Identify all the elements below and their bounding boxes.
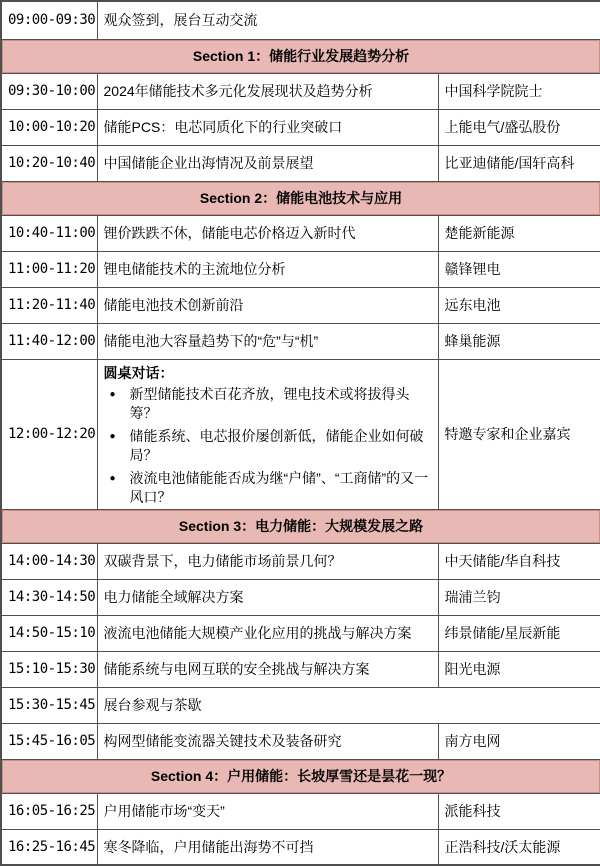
section-title: Section 3：电力储能：大规模发展之路 [1, 509, 600, 543]
table-row [1, 251, 600, 287]
section-row [1, 39, 600, 73]
section-row [1, 181, 600, 215]
roundtable-heading: 圆桌对话： [103, 364, 174, 381]
section-row [1, 509, 600, 543]
speaker-cell: 特邀专家和企业嘉宾 [438, 359, 600, 509]
topic-cell: 电力储能全域解决方案 [97, 579, 438, 615]
topic-cell: 观众签到，展台互动交流 [97, 1, 600, 39]
time-cell: 12:00-12:20 [1, 359, 97, 509]
table-row [1, 723, 600, 759]
table-row [1, 73, 600, 109]
topic-cell: 储能电池技术创新前沿 [97, 287, 438, 323]
time-cell: 09:00-09:30 [1, 1, 97, 39]
speaker-cell: 正浩科技/沃太能源 [438, 829, 600, 865]
speaker-cell: 南方电网 [438, 723, 600, 759]
speaker-cell: 瑞浦兰钧 [438, 579, 600, 615]
bullet-item [104, 427, 432, 465]
table-row [1, 323, 600, 359]
speaker-cell: 派能科技 [438, 793, 600, 829]
time-cell: 16:25-16:45 [1, 829, 97, 865]
time-cell: 15:10-15:30 [1, 651, 97, 687]
topic-cell: 双碳背景下，电力储能市场前景几何？ [97, 543, 438, 579]
topic-cell: 储能PCS：电芯同质化下的行业突破口 [97, 109, 438, 145]
topic-cell: 构网型储能变流器关键技术及装备研究 [97, 723, 438, 759]
speaker-cell: 比亚迪储能/国轩高科 [438, 145, 600, 181]
topic-cell: 储能系统与电网互联的安全挑战与解决方案 [97, 651, 438, 687]
section-title: Section 1：储能行业发展趋势分析 [1, 39, 600, 73]
section-title: Section 2：储能电池技术与应用 [1, 181, 600, 215]
time-cell: 14:30-14:50 [1, 579, 97, 615]
speaker-cell: 楚能新能源 [438, 215, 600, 251]
roundtable-row [1, 359, 600, 509]
table-row [1, 793, 600, 829]
table-row [1, 579, 600, 615]
table-row [1, 687, 600, 723]
table-row [1, 287, 600, 323]
topic-cell: 2024年储能技术多元化发展现状及趋势分析 [97, 73, 438, 109]
time-cell: 14:00-14:30 [1, 543, 97, 579]
roundtable-bullet-list [104, 385, 432, 506]
topic-cell: 户用储能市场“变天” [97, 793, 438, 829]
topic-cell: 锂价跌跌不休，储能电芯价格迈入新时代 [97, 215, 438, 251]
roundtable-cell [97, 359, 438, 509]
time-cell: 14:50-15:10 [1, 615, 97, 651]
bullet-text: 新型储能技术百花齐放，锂电技术或将拔得头筹？ [129, 386, 410, 422]
speaker-cell: 中国科学院院士 [438, 73, 600, 109]
time-cell: 10:00-10:20 [1, 109, 97, 145]
topic-cell: 寒冬降临，户用储能出海势不可挡 [97, 829, 438, 865]
table-row [1, 109, 600, 145]
bullet-item [104, 385, 432, 423]
topic-cell: 中国储能企业出海情况及前景展望 [97, 145, 438, 181]
speaker-cell: 赣锋锂电 [438, 251, 600, 287]
bullet-icon: ● [109, 431, 116, 443]
bullet-text: 液流电池储能能否成为继“户储”、“工商储”的又一风口？ [129, 469, 429, 505]
bullet-icon: ● [109, 472, 116, 484]
time-cell: 10:40-11:00 [1, 215, 97, 251]
table-row [1, 1, 600, 39]
speaker-cell: 上能电气/盛弘股份 [438, 109, 600, 145]
speaker-cell: 阳光电源 [438, 651, 600, 687]
speaker-cell: 中天储能/华自科技 [438, 543, 600, 579]
table-row [1, 651, 600, 687]
table-row [1, 215, 600, 251]
section-title: Section 4：户用储能：长坡厚雪还是昙花一现？ [1, 759, 600, 793]
time-cell: 11:00-11:20 [1, 251, 97, 287]
time-cell: 10:20-10:40 [1, 145, 97, 181]
time-cell: 15:45-16:05 [1, 723, 97, 759]
speaker-cell: 远东电池 [438, 287, 600, 323]
table-row [1, 829, 600, 865]
section-row [1, 759, 600, 793]
table-row [1, 615, 600, 651]
time-cell: 11:20-11:40 [1, 287, 97, 323]
bullet-item [104, 469, 432, 507]
table-row [1, 145, 600, 181]
table-row [1, 543, 600, 579]
time-cell: 16:05-16:25 [1, 793, 97, 829]
bullet-text: 储能系统、电芯报价屡创新低，储能企业如何破局？ [129, 428, 424, 464]
bullet-icon: ● [109, 389, 116, 401]
topic-cell: 锂电储能技术的主流地位分析 [97, 251, 438, 287]
topic-cell: 液流电池储能大规模产业化应用的挑战与解决方案 [97, 615, 438, 651]
topic-cell: 储能电池大容量趋势下的“危”与“机” [97, 323, 438, 359]
speaker-cell: 蜂巢能源 [438, 323, 600, 359]
speaker-cell: 纬景储能/星辰新能 [438, 615, 600, 651]
time-cell: 11:40-12:00 [1, 323, 97, 359]
time-cell: 15:30-15:45 [1, 687, 97, 723]
topic-cell: 展台参观与茶歇 [97, 687, 600, 723]
time-cell: 09:30-10:00 [1, 73, 97, 109]
